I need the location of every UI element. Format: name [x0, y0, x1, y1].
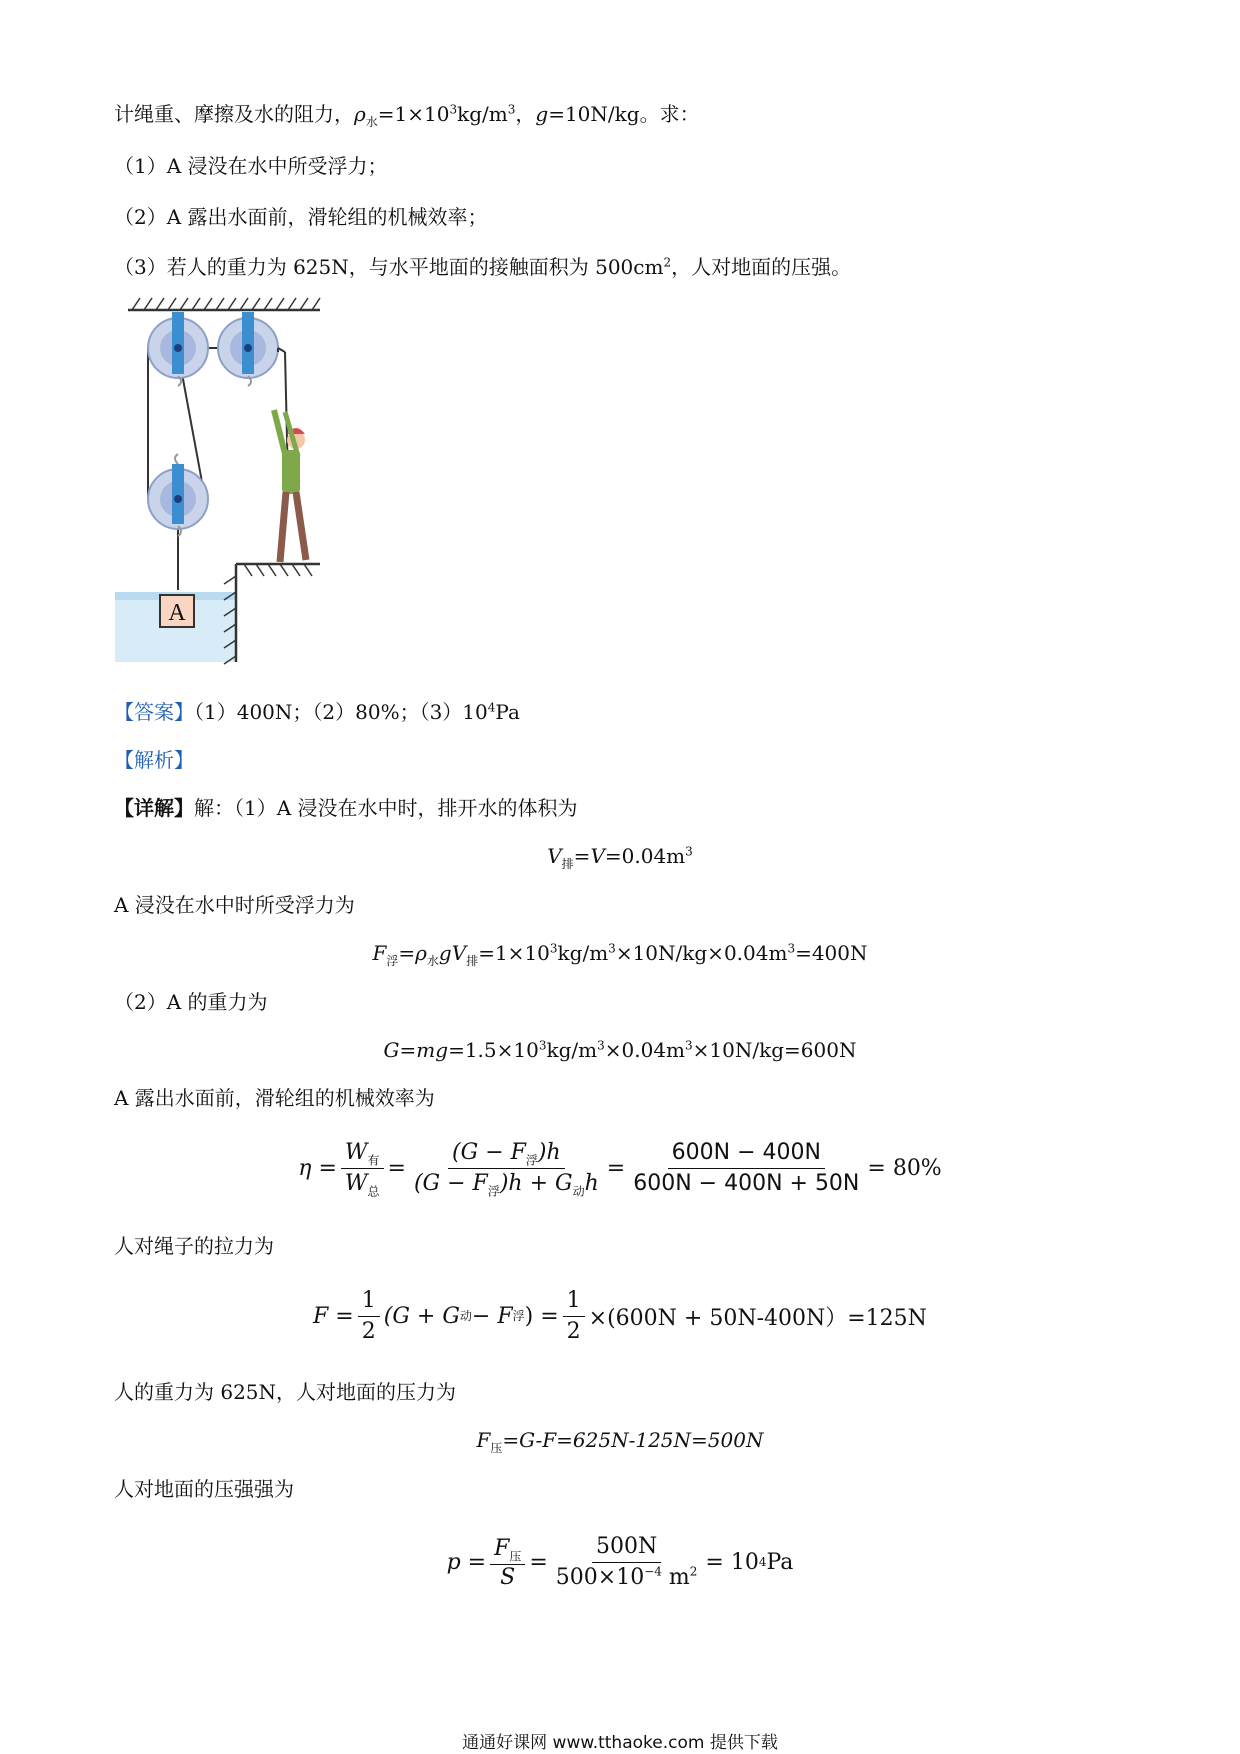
- detail-line-3: （2）A 的重力为: [114, 990, 268, 1014]
- question-1: （1）A 浸没在水中所受浮力；: [114, 154, 388, 178]
- detail-line-2: A 浸没在水中时所受浮力为: [114, 893, 355, 917]
- condition-line: 计绳重、摩擦及水的阻力，$\rho_水=1\times 10^3kg/m^3$，g=10N/kg。求：: [114, 102, 700, 129]
- answer-line: 【答案】（1）400N；（2）80%；$(3)10^4Pa$: [114, 700, 520, 724]
- pulley-figure: [110, 292, 370, 682]
- person: [274, 410, 306, 562]
- block-a-label: A: [168, 600, 186, 626]
- fixed-pulley-left: [148, 312, 208, 386]
- equation-4: η = $\frac{W_有}{W_总}$ = $\frac{(G - F_浮)h}{(G - F_浮)h + G_动h}$ = $\frac{600N - 400N}{600N - 400N + 50N}$ = 80%: [298, 1139, 942, 1198]
- equation-1: $V_排=V=0.04m^3$: [547, 844, 693, 871]
- footer-source: 通通好课网 www.tthaoke.com 提供下载: [462, 1733, 778, 1753]
- detail-line-1: 【详解】解：（1）A 浸没在水中时，排开水的体积为: [114, 796, 578, 820]
- detail-line-6: 人的重力为 625N，人对地面的压力为: [114, 1380, 457, 1404]
- analysis-tag: 【解析】: [114, 748, 194, 772]
- equation-5: F = $\frac{1}{2}$ (G + G 动 − F 浮 ) = $\frac{1}{2}$ ×(600N + 50N-400N）=125N: [313, 1287, 927, 1344]
- fixed-pulley-right: [218, 312, 278, 386]
- equation-2: $F_浮=\rho_水gV_排=1\times 10^3kg/m^3\times 10N/kg\times 0.04m^3=400N$: [372, 941, 868, 968]
- detail-line-4: A 露出水面前，滑轮组的机械效率为: [114, 1086, 435, 1110]
- equation-6: $F_压=G-F=625N-125N=500N$: [476, 1428, 764, 1455]
- equation-7: p = $\frac{F_压}{S}$ = $\frac{500N}{500\times 10^{-4} m^2}$ = 10 4 Pa: [446, 1533, 794, 1590]
- equation-3: $G=mg=1.5\times 10^3kg/m^3\times 0.04m^3\times 10N/kg=600N$: [383, 1038, 857, 1062]
- question-2: （2）A 露出水面前，滑轮组的机械效率；: [114, 205, 488, 229]
- detail-line-5: 人对绳子的拉力为: [114, 1234, 274, 1258]
- answer-tag: 【答案】: [114, 700, 194, 724]
- detail-line-7: 人对地面的压强强为: [114, 1477, 294, 1501]
- question-3: （3）若人的重力为 625N，与水平地面的接触面积为 $500cm^2$，人对地面的压强。: [114, 255, 852, 279]
